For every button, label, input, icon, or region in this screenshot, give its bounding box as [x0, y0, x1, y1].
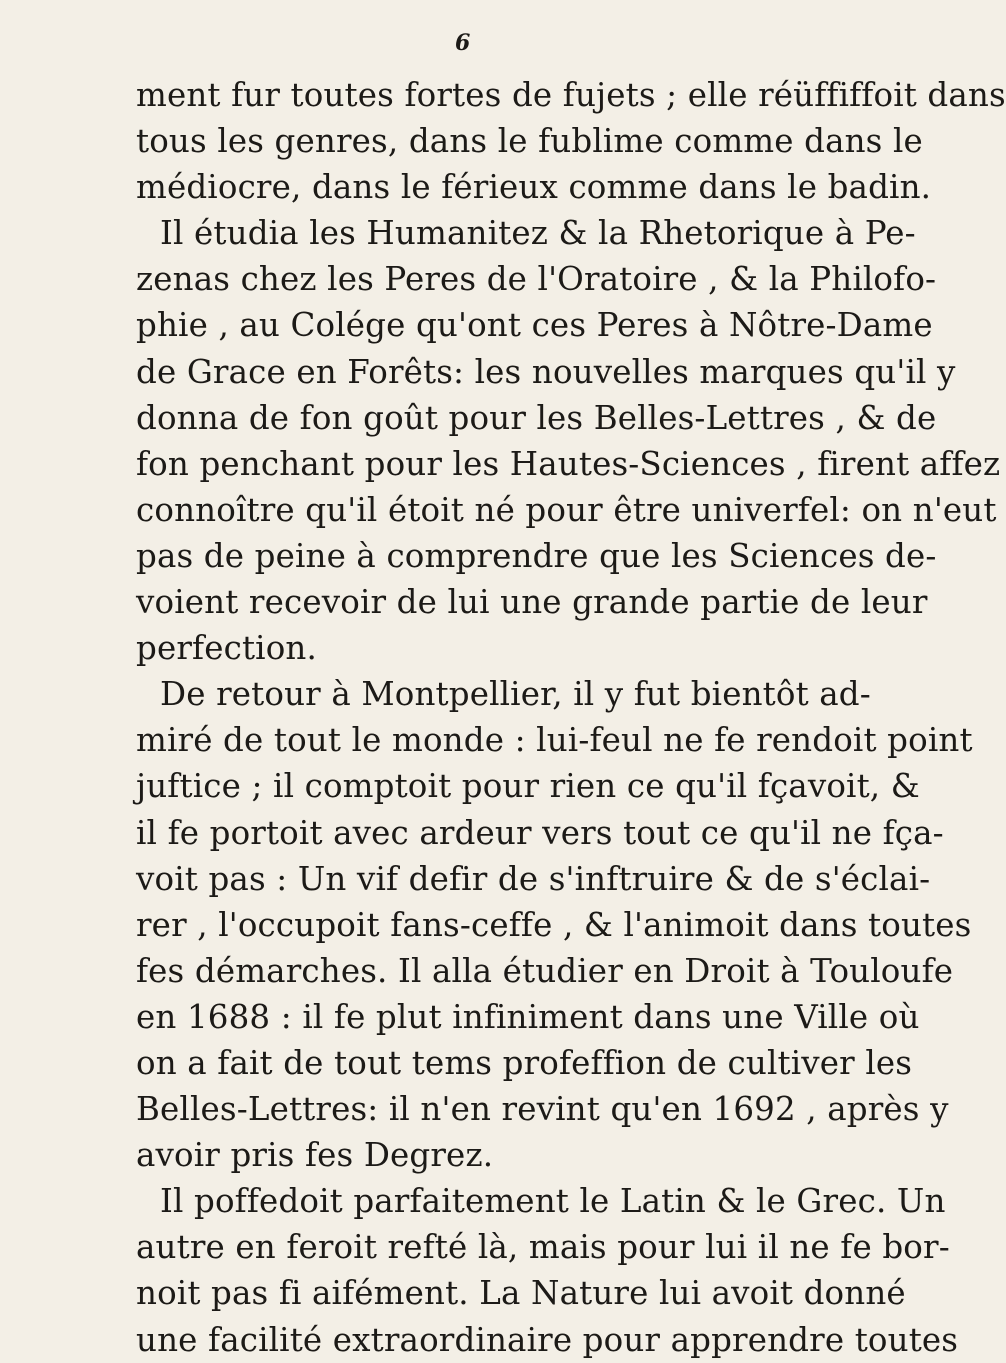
page-text: [136, 72, 1006, 1363]
text-line: Belles-Lettres: il n'en revint qu'en 1692 , après y: [136, 1090, 949, 1129]
text-line: voient recevoir de lui une grande partie de leur: [136, 583, 928, 622]
text-line: De retour à Montpellier, il y fut bientôt ad-: [160, 675, 871, 714]
text-line: Il étudia les Humanitez & la Rhetorique à Pe-: [160, 214, 916, 253]
text-line: on a fait de tout tems profeffion de cultiver les: [136, 1043, 913, 1082]
text-line: voit pas : Un vif defir de s'inftruire & de s'éclai-: [136, 859, 931, 898]
page-number: 6: [455, 30, 471, 56]
text-line: avoir pris fes Degrez.: [136, 1136, 494, 1175]
text-line: perfection.: [136, 629, 317, 668]
text-line: une facilité extraordinaire pour apprendre toutes: [136, 1320, 959, 1359]
text-line: pas de peine à comprendre que les Sciences de-: [136, 536, 937, 575]
text-line: tous les genres, dans le fublime comme dans le: [136, 122, 923, 161]
text-line: fon penchant pour les Hautes-Sciences , firent affez: [136, 444, 1001, 483]
text-line: fes démarches. Il alla étudier en Droit à Touloufe: [136, 951, 954, 990]
text-line: médiocre, dans le férieux comme dans le badin.: [136, 168, 932, 207]
text-line: connoître qu'il étoit né pour être univerfel: on n'eut: [136, 490, 997, 529]
text-line: phie , au Colége qu'ont ces Peres à Nôtre-Dame: [136, 306, 933, 345]
text-line: zenas chez les Peres de l'Oratoire , & la Philofo-: [136, 260, 937, 299]
text-line: Il poffedoit parfaitement le Latin & le Grec. Un: [160, 1182, 946, 1221]
text-line: autre en feroit refté là, mais pour lui il ne fe bor-: [136, 1228, 950, 1267]
text-line: ment fur toutes fortes de fujets ; elle réüffiffoit dans: [136, 76, 1006, 114]
text-line: rer , l'occupoit fans-ceffe , & l'animoit dans toutes: [136, 905, 972, 944]
text-line: il fe portoit avec ardeur vers tout ce qu'il ne fça-: [136, 813, 944, 852]
text-line: donna de fon goût pour les Belles-Lettres , & de: [136, 398, 937, 437]
text-line: miré de tout le monde : lui-feul ne fe rendoit point: [136, 721, 973, 760]
text-line: de Grace en Forêts: les nouvelles marques qu'il y: [136, 352, 956, 391]
text-line: noit pas fi aifément. La Nature lui avoit donné: [136, 1274, 906, 1313]
text-line: en 1688 : il fe plut infiniment dans une Ville où: [136, 997, 920, 1036]
text-line: juftice ; il comptoit pour rien ce qu'il fçavoit, &: [136, 767, 920, 806]
